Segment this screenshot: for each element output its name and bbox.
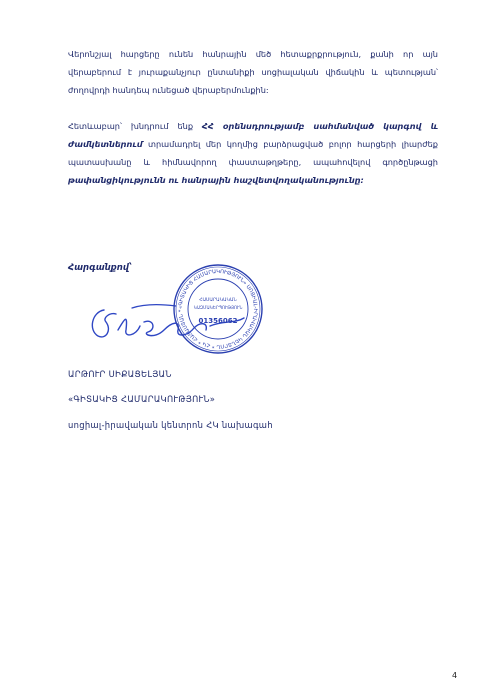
stamp-ring-text: «ԳԻՏԱԿԻՑ ՀԱՄԱՐԱԿՈՒԹՅՈՒՆ» ՍՈՑԻԱԼ-ԻՐԱՎԱԿԱՆ ԿԵՆՏՐՈՆ * ՀԿ * ՀԱՅԱՍՏԱՆ * bbox=[177, 268, 259, 350]
closing-salutation: Հարգանքով՝ bbox=[68, 263, 132, 273]
request-text-emphasis-1: ՀՀ օրենսդրությամբ սահմանված կարգով և ժամկետներում bbox=[68, 121, 438, 149]
page-number: 4 bbox=[452, 671, 458, 680]
stamp-center-number: 01356062 bbox=[198, 317, 238, 325]
stamp-center-line2: ԿԱԶՄԱԿԵՐՊՈՒԹՅՈՒՆ bbox=[193, 305, 243, 310]
request-text-1: Հետևաբար՝ խնդրում ենք bbox=[68, 121, 202, 131]
signer-name: ԱՐԹՈՒՐ ՍԻՔԱՑԵԼՅԱՆ bbox=[68, 369, 172, 379]
signer-role: սոցիալ-իրավական կենտրոն ՀԿ նախագահ bbox=[68, 420, 273, 430]
organization-name: «ԳԻՏԱԿԻՑ ՀԱՄԱՐԱԿՈՒԹՅՈՒՆ» bbox=[68, 394, 216, 404]
request-text-emphasis-2: թափանցիկությունն ու հանրային հաշվետվողականությունը: bbox=[68, 175, 364, 185]
paragraph-request bbox=[68, 117, 438, 189]
request-text-2: տրամադրել մեր կողմից բարձրացված բոլոր հարցերի լիարժեք պատասխանը և հիմնավորող փաստաթղթերը, ապահովելով գործընթացի bbox=[68, 139, 438, 167]
stamp-center-line1: ՀԱՍԱՐԱԿԱԿԱՆ bbox=[199, 298, 237, 303]
organization-stamp bbox=[172, 263, 264, 355]
paragraph-interest: Վերոնշյալ հարցերը ունեն հանրային մեծ հետաքրքրություն, քանի որ այն վերաբերում է յուրաքանչյուր ընտանիքի սոցիալական վիճակին և պետության՝ ժողովրդի հանդեպ ունեցած վերաբերմունքին: bbox=[68, 49, 438, 95]
